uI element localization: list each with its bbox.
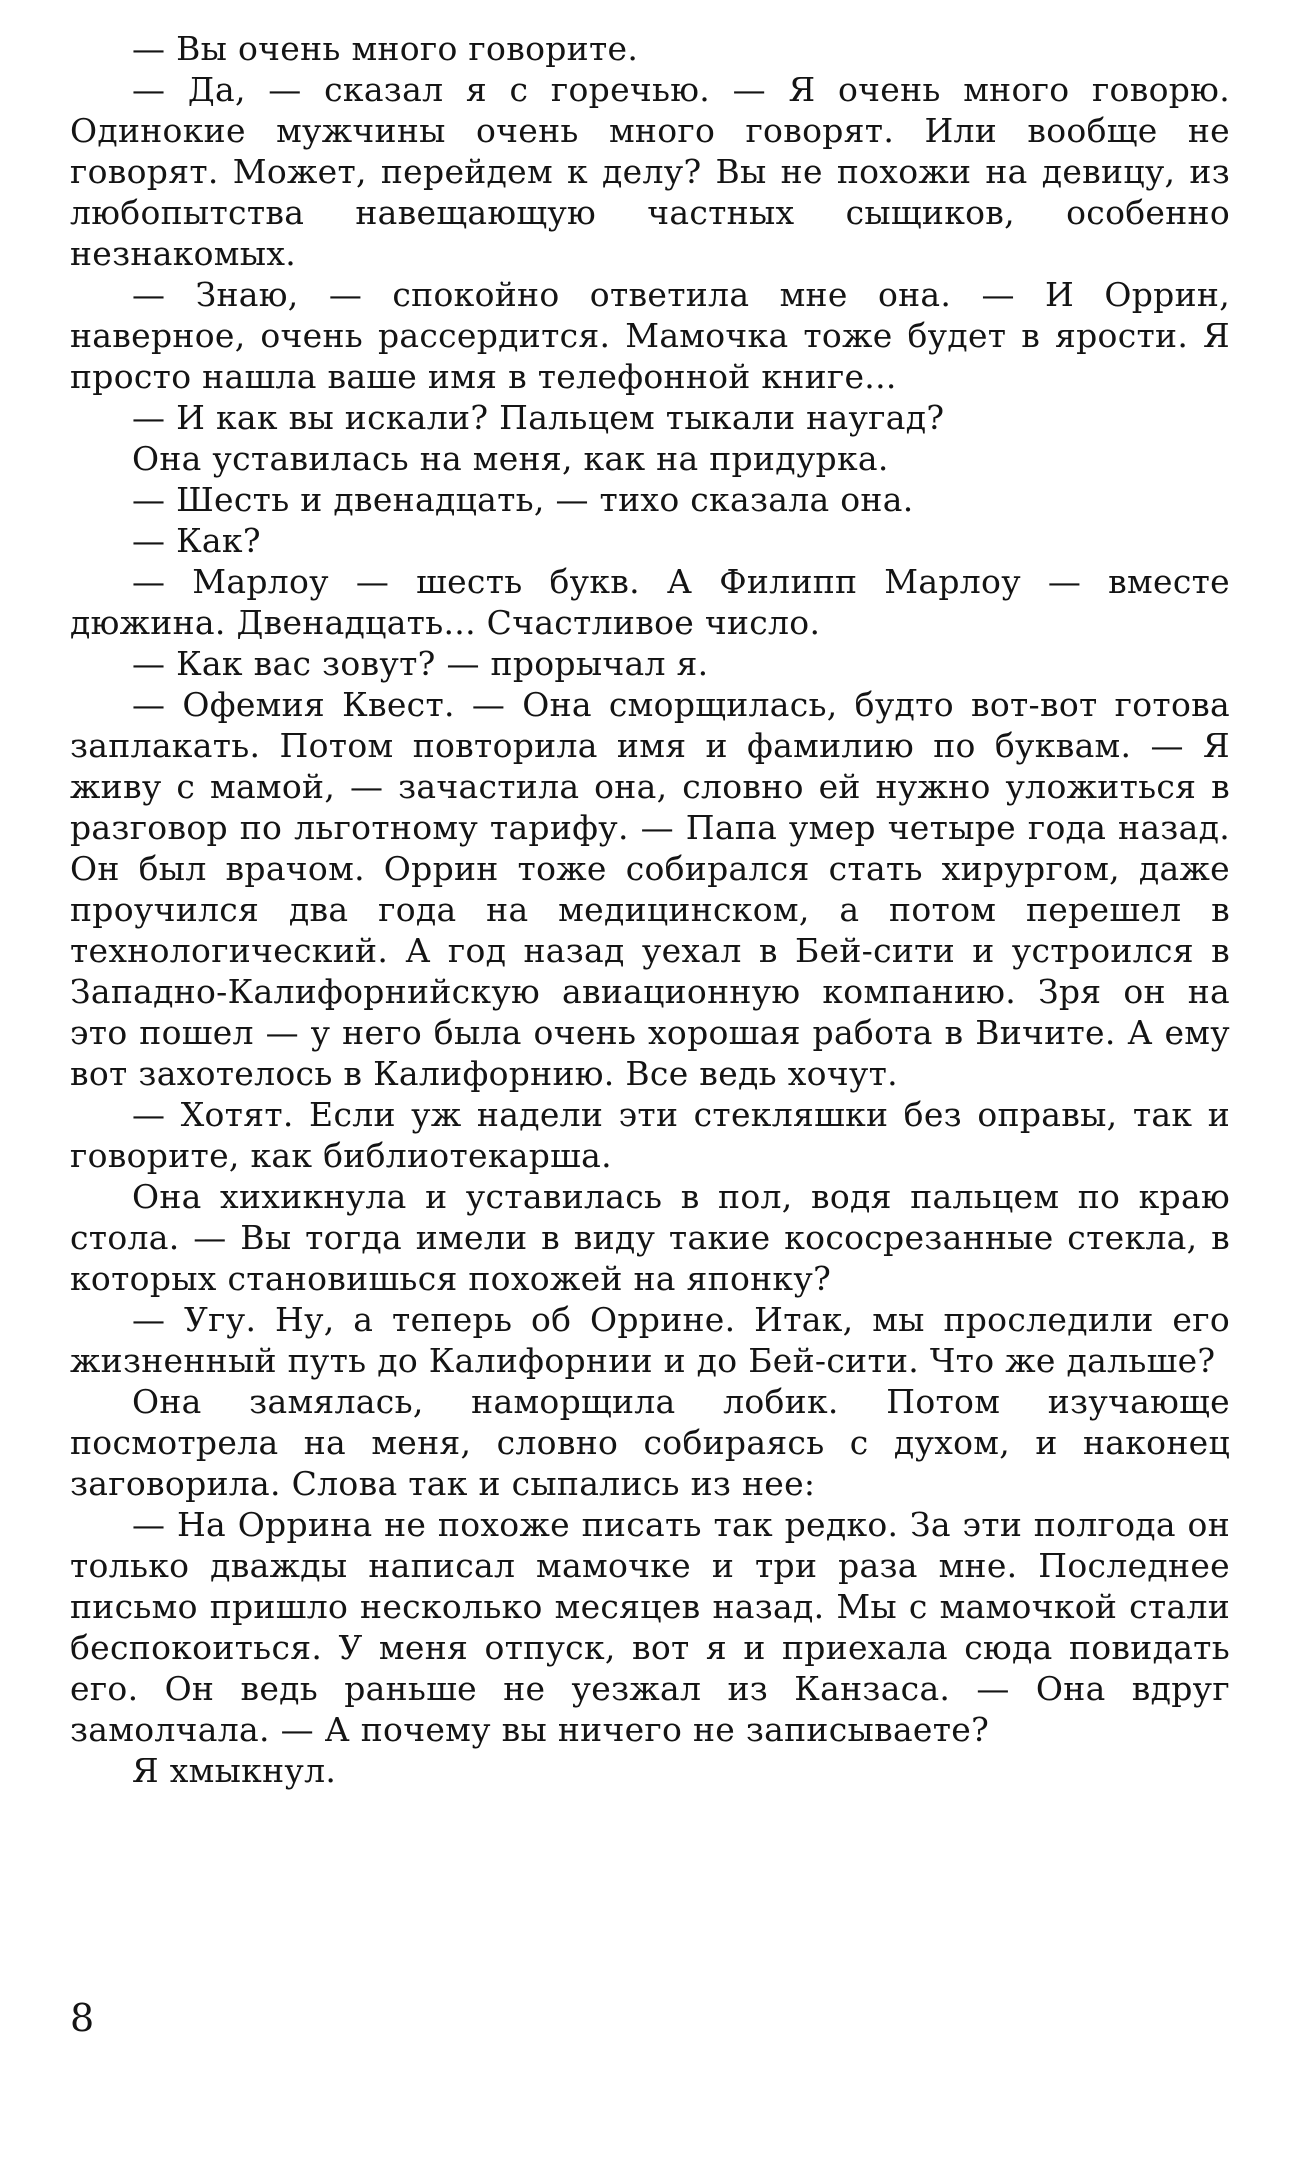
paragraph-2: — Да, — сказал я с горечью. — Я очень много говорю. Одинокие мужчины очень много говорят. Или вообще не говорят. Может, перейдем к делу? Вы не похожи на девицу, из любопытства навещающую частных сыщиков, особенно незнакомых. — [70, 70, 1230, 273]
paragraph-5: Она уставилась на меня, как на придурка. — [132, 439, 889, 478]
paragraph-1: — Вы очень много говорите. — [132, 29, 639, 68]
paragraph-6: — Шесть и двенадцать, — тихо сказала она. — [132, 480, 914, 519]
paragraph-11: — Хотят. Если уж надели эти стекляшки без оправы, так и говорите, как библиотекарша. — [70, 1095, 1230, 1175]
paragraph-13: — Угу. Ну, а теперь об Оррине. Итак, мы проследили его жизненный путь до Калифорнии и до Бей-сити. Что же дальше? — [70, 1300, 1230, 1380]
paragraph-8: — Марлоу — шесть букв. А Филипп Марлоу — вместе дюжина. Двенадцать... Счастливое число. — [70, 562, 1230, 642]
paragraph-14: Она замялась, наморщила лобик. Потом изучающе посмотрела на меня, словно собираясь с духом, и наконец заговорила. Слова так и сыпались из нее: — [70, 1382, 1230, 1503]
paragraph-12: Она хихикнула и уставилась в пол, водя пальцем по краю стола. — Вы тогда имели в виду такие кососрезанные стекла, в которых становишься похожей на японку? — [70, 1177, 1230, 1298]
paragraph-10: — Офемия Квест. — Она сморщилась, будто вот-вот готова заплакать. Потом повторила имя и фамилию по буквам. — Я живу с мамой, — зачастила она, словно ей нужно уложиться в разговор по льготному тарифу. — Папа умер четыре года назад. Он был врачом. Оррин тоже собирался стать хирургом, даже проучился два года на медицинском, а потом перешел в технологический. А год назад уехал в Бей-сити и устроился в Западно-Калифорнийскую авиационную компанию. Зря он на это пошел — у него была очень хорошая работа в Вичите. А ему вот захотелось в Калифорнию. Все ведь хочут. — [70, 685, 1230, 1093]
paragraph-16: Я хмыкнул. — [132, 1751, 337, 1790]
paragraph-7: — Как? — [132, 521, 261, 560]
paragraph-9: — Как вас зовут? — прорычал я. — [132, 644, 709, 683]
page-text — [70, 28, 1230, 1791]
page-number: 8 — [70, 1996, 95, 2040]
paragraph-4: — И как вы искали? Пальцем тыкали наугад? — [132, 398, 945, 437]
paragraph-15: — На Оррина не похоже писать так редко. За эти полгода он только дважды написал мамочке и три раза мне. Последнее письмо пришло несколько месяцев назад. Мы с мамочкой стали беспокоиться. У меня отпуск, вот я и приехала сюда повидать его. Он ведь раньше не уезжал из Канзаса. — Она вдруг замолчала. — А почему вы ничего не записываете? — [70, 1505, 1230, 1749]
paragraph-3: — Знаю, — спокойно ответила мне она. — И Оррин, наверное, очень рассердится. Мамочка тоже будет в ярости. Я просто нашла ваше имя в телефонной книге... — [70, 275, 1230, 396]
